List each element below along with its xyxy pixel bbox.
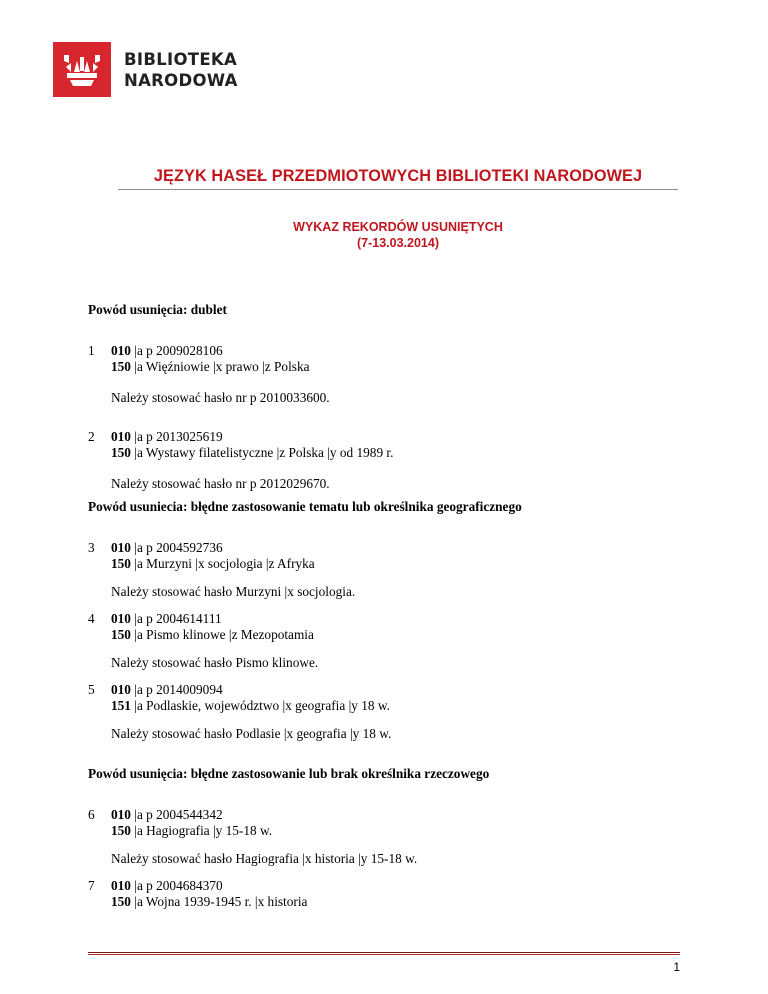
record-field-010 [111,540,315,556]
record-field-150 [111,894,307,910]
logo-line-1: BIBLIOTEKA [124,49,238,69]
field-value: |a Hagiografia |y 15-18 w. [130,823,273,838]
record-field-150 [111,823,272,839]
field-value: |a Pismo klinowe |z Mezopotamia [130,627,314,642]
record-field-010 [111,343,310,359]
record-note: Należy stosować hasło Murzyni |x socjologia. [111,584,356,599]
record-number: 2 [88,429,95,444]
field-value: |a p 2004592736 [130,540,223,555]
record-note: Należy stosować hasło nr p 2010033600. [111,390,330,405]
library-logo [53,42,238,97]
record-field-150 [111,445,393,461]
record-number: 1 [88,343,95,358]
field-tag: 010 [111,611,131,626]
field-tag: 150 [111,823,131,838]
page-number: 1 [673,960,680,974]
crown-logo-icon [53,42,111,97]
record-number: 6 [88,807,95,822]
field-tag: 151 [111,698,131,713]
record-note: Należy stosować hasło Podlasie |x geografia |y 18 w. [111,726,392,741]
record-field-010 [111,807,272,823]
field-value: |a Wystawy filatelistyczne |z Polska |y od 1989 r. [130,445,394,460]
field-value: |a p 2004614111 [130,611,222,626]
field-value: |a p 2009028106 [130,343,223,358]
field-tag: 010 [111,540,131,555]
field-value: |a p 2004544342 [130,807,223,822]
section-heading: Powód usunięcia: błędne zastosowanie lub brak określnika rzeczowego [88,766,490,781]
field-value: |a p 2004684370 [130,878,223,893]
record-number: 7 [88,878,95,893]
record-note: Należy stosować hasło Pismo klinowe. [111,655,319,670]
field-tag: 010 [111,343,131,358]
record-field-150 [111,556,315,572]
field-tag: 010 [111,807,131,822]
record-number: 4 [88,611,95,626]
footer-rule [88,952,680,955]
record-field-010 [111,429,393,445]
field-tag: 010 [111,429,131,444]
document-title: JĘZYK HASEŁ PRZEDMIOTOWYCH BIBLIOTEKI NARODOWEJ [153,167,643,185]
record-number: 3 [88,540,95,555]
section-heading: Powód usunięcia: dublet [88,302,227,317]
record-field-150 [111,359,310,375]
logo-wordmark [124,49,238,91]
field-value: |a Wojna 1939-1945 r. |x historia [130,894,308,909]
field-tag: 010 [111,878,131,893]
field-tag: 150 [111,627,131,642]
title-underline [118,189,678,190]
field-value: |a Murzyni |x socjologia |z Afryka [130,556,315,571]
record-note: Należy stosować hasło nr p 2012029670. [111,476,330,491]
field-value: |a p 2014009094 [130,682,223,697]
record-note: Należy stosować hasło Hagiografia |x historia |y 15-18 w. [111,851,418,866]
field-tag: 150 [111,556,131,571]
document-subtitle [118,219,678,251]
field-value: |a p 2013025619 [130,429,223,444]
record-field-010 [111,682,390,698]
logo-line-2: NARODOWA [124,70,238,90]
subtitle-date-range: (7-13.03.2014) [356,236,439,250]
record-field-010 [111,878,307,894]
field-tag: 150 [111,445,131,460]
record-field-010 [111,611,314,627]
field-tag: 010 [111,682,131,697]
field-tag: 150 [111,894,131,909]
section-heading: Powód usuniecia: błędne zastosowanie tematu lub określnika geograficznego [88,499,522,514]
subtitle-line-1: WYKAZ REKORDÓW USUNIĘTYCH [293,220,503,234]
record-field-150 [111,627,314,643]
field-value: |a Podlaskie, województwo |x geografia |y 18 w. [130,698,390,713]
record-field-151 [111,698,390,714]
field-tag: 150 [111,359,131,374]
record-number: 5 [88,682,95,697]
field-value: |a Więźniowie |x prawo |z Polska [130,359,310,374]
